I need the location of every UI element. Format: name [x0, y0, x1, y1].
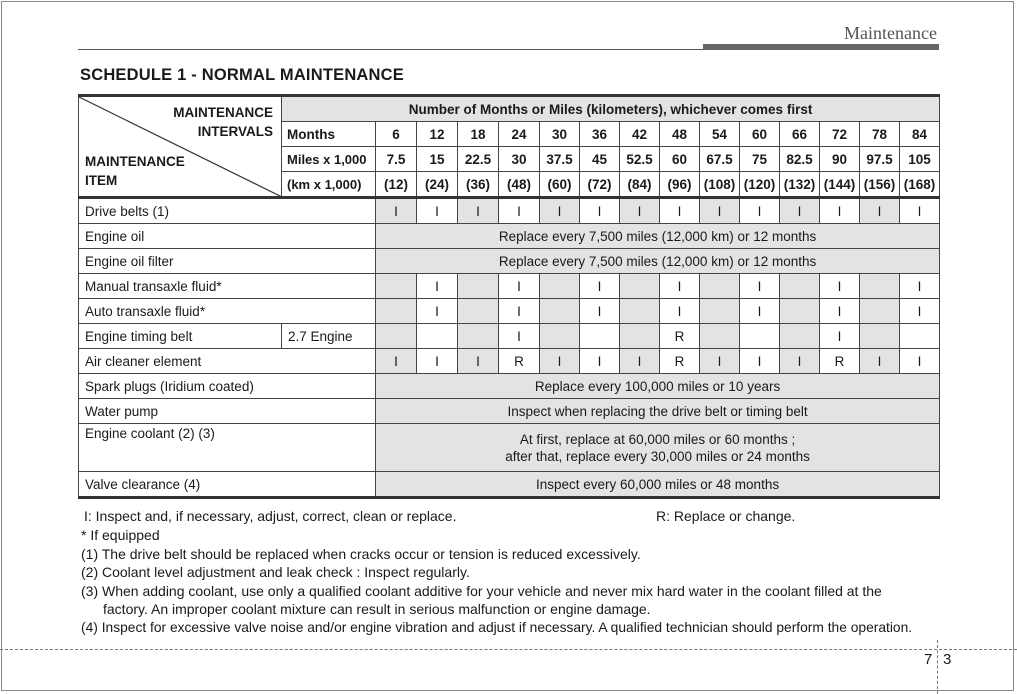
- interval-months-cell: 36: [580, 122, 620, 147]
- interval-km-cell: (12): [376, 172, 417, 198]
- interval-km-cell: (84): [620, 172, 660, 198]
- schedule-cell: I: [860, 349, 900, 374]
- schedule-cell: I: [499, 274, 540, 299]
- interval-months-cell: 48: [660, 122, 700, 147]
- schedule-span-note: [376, 224, 940, 249]
- schedule-cell: I: [900, 299, 940, 324]
- schedule-cell: R: [499, 349, 540, 374]
- schedule-span-note: [376, 249, 940, 274]
- schedule-cell: [540, 299, 580, 324]
- schedule-cell: I: [700, 349, 740, 374]
- interval-miles-cell: 90: [820, 147, 860, 172]
- schedule-cell: [860, 299, 900, 324]
- schedule-span-text: Replace every 7,500 miles (12,000 km) or 12 months: [498, 253, 817, 269]
- maintenance-item: Valve clearance (4): [79, 472, 376, 498]
- interval-miles-cell: 22.5: [458, 147, 499, 172]
- schedule-cell: I: [660, 274, 700, 299]
- schedule-cell: I: [580, 299, 620, 324]
- schedule-span-text: At first, replace at 60,000 miles or 60 months ;: [519, 431, 796, 447]
- row-label-km: (km x 1,000): [282, 172, 376, 198]
- schedule-cell: I: [900, 274, 940, 299]
- interval-months-cell: 72: [820, 122, 860, 147]
- maintenance-item: Engine timing belt: [79, 324, 282, 349]
- schedule-span-note: [376, 424, 940, 472]
- schedule-cell: [780, 274, 820, 299]
- maintenance-item: Spark plugs (Iridium coated): [79, 374, 376, 399]
- intervals-label: [173, 103, 273, 141]
- table-row: [79, 424, 940, 472]
- schedule-cell: I: [499, 299, 540, 324]
- schedule-cell: R: [660, 349, 700, 374]
- page-number-divider: [937, 640, 938, 694]
- schedule-span-text: Inspect every 60,000 miles or 48 months: [535, 476, 780, 492]
- schedule-cell: [376, 324, 417, 349]
- table-row: [79, 224, 940, 249]
- schedule-cell: [620, 299, 660, 324]
- schedule-cell: I: [740, 198, 780, 224]
- schedule-cell: I: [900, 349, 940, 374]
- schedule-cell: [700, 274, 740, 299]
- schedule-cell: I: [700, 198, 740, 224]
- table-row: [79, 374, 940, 399]
- interval-months-cell: 42: [620, 122, 660, 147]
- interval-miles-cell: 67.5: [700, 147, 740, 172]
- schedule-cell: I: [860, 198, 900, 224]
- table-row: [79, 399, 940, 424]
- row-label-miles: Miles x 1,000: [282, 147, 376, 172]
- table-row: [79, 299, 940, 324]
- span-header: Number of Months or Miles (kilometers), whichever comes first: [282, 96, 940, 122]
- maintenance-item: Manual transaxle fluid*: [79, 274, 376, 299]
- schedule-title: SCHEDULE 1 - NORMAL MAINTENANCE: [80, 66, 404, 84]
- interval-months-cell: 6: [376, 122, 417, 147]
- footer-divider: [0, 649, 1017, 650]
- note-1: (1) The drive belt should be replaced when cracks occur or tension is reduced excessively.: [81, 545, 641, 562]
- schedule-cell: [376, 274, 417, 299]
- interval-months-cell: 12: [417, 122, 458, 147]
- schedule-cell: [900, 324, 940, 349]
- schedule-cell: [700, 324, 740, 349]
- maintenance-item: Engine oil filter: [79, 249, 376, 274]
- intervals-label-line1: MAINTENANCE: [173, 105, 273, 120]
- interval-miles-cell: 7.5: [376, 147, 417, 172]
- schedule-cell: [780, 324, 820, 349]
- schedule-cell: [860, 324, 900, 349]
- maintenance-item: Auto transaxle fluid*: [79, 299, 376, 324]
- schedule-cell: [540, 274, 580, 299]
- interval-miles-cell: 15: [417, 147, 458, 172]
- intervals-label-line2: INTERVALS: [197, 124, 273, 139]
- note-3-continued: factory. An improper coolant mixture can result in serious malfunction or engine damage.: [103, 601, 651, 617]
- schedule-span-text: Replace every 100,000 miles or 10 years: [534, 378, 781, 394]
- maintenance-item: Air cleaner element: [79, 349, 376, 374]
- table-row: [79, 249, 940, 274]
- schedule-span-text: Inspect when replacing the drive belt or timing belt: [507, 403, 808, 419]
- maintenance-item: Drive belts (1): [79, 198, 376, 224]
- schedule-cell: I: [540, 198, 580, 224]
- interval-miles-cell: 60: [660, 147, 700, 172]
- schedule-cell: I: [900, 198, 940, 224]
- legend-replace: R: Replace or change.: [656, 508, 796, 524]
- schedule-cell: I: [499, 324, 540, 349]
- schedule-cell: I: [660, 198, 700, 224]
- note-3: (3) When adding coolant, use only a qualified coolant additive for your vehicle and never mix hard water in the coolant filled at the: [81, 582, 882, 599]
- schedule-cell: I: [740, 274, 780, 299]
- interval-km-cell: (108): [700, 172, 740, 198]
- schedule-cell: I: [417, 274, 458, 299]
- schedule-span-text: Replace every 7,500 miles (12,000 km) or 12 months: [498, 228, 817, 244]
- row-label-months: Months: [282, 122, 376, 147]
- note-4: (4) Inspect for excessive valve noise and/or engine vibration and adjust if necessary. A qualified technician should perform the operation.: [81, 619, 913, 635]
- schedule-cell: [700, 299, 740, 324]
- schedule-cell: [620, 274, 660, 299]
- table-row: [79, 349, 940, 374]
- schedule-cell: I: [580, 198, 620, 224]
- schedule-cell: I: [620, 349, 660, 374]
- schedule-cell: I: [820, 324, 860, 349]
- schedule-cell: [458, 324, 499, 349]
- interval-miles-cell: 75: [740, 147, 780, 172]
- item-label-line1: MAINTENANCE: [85, 154, 185, 169]
- interval-km-cell: (48): [499, 172, 540, 198]
- schedule-cell: I: [740, 299, 780, 324]
- header-corner-cell: [79, 96, 282, 198]
- schedule-cell: [740, 324, 780, 349]
- table-row: [79, 324, 940, 349]
- interval-months-cell: 66: [780, 122, 820, 147]
- interval-miles-cell: 37.5: [540, 147, 580, 172]
- interval-km-cell: (144): [820, 172, 860, 198]
- maintenance-item: Water pump: [79, 399, 376, 424]
- maintenance-item-variant: 2.7 Engine: [282, 324, 376, 349]
- page-number: 3: [943, 651, 952, 668]
- item-label-line2: ITEM: [85, 173, 118, 188]
- item-label: [85, 152, 185, 190]
- schedule-cell: I: [376, 349, 417, 374]
- interval-km-cell: (120): [740, 172, 780, 198]
- schedule-cell: I: [417, 198, 458, 224]
- schedule-span-note: [376, 374, 940, 399]
- schedule-cell: R: [820, 349, 860, 374]
- interval-months-cell: 78: [860, 122, 900, 147]
- chapter-number: 7: [924, 651, 933, 668]
- interval-km-cell: (72): [580, 172, 620, 198]
- maintenance-schedule-table: [78, 94, 940, 499]
- interval-months-cell: 60: [740, 122, 780, 147]
- interval-miles-cell: 82.5: [780, 147, 820, 172]
- schedule-cell: R: [660, 324, 700, 349]
- schedule-cell: I: [458, 198, 499, 224]
- header-accent-bar: [703, 44, 939, 50]
- interval-months-cell: 30: [540, 122, 580, 147]
- table-row: [79, 274, 940, 299]
- table-row: [79, 198, 940, 224]
- schedule-cell: [376, 299, 417, 324]
- interval-miles-cell: 52.5: [620, 147, 660, 172]
- interval-months-cell: 18: [458, 122, 499, 147]
- note-if-equipped: * If equipped: [81, 527, 160, 543]
- schedule-span-note: [376, 399, 940, 424]
- interval-km-cell: (24): [417, 172, 458, 198]
- legend-inspect: I: Inspect and, if necessary, adjust, correct, clean or replace.: [84, 508, 457, 524]
- schedule-cell: I: [540, 349, 580, 374]
- interval-km-cell: (96): [660, 172, 700, 198]
- schedule-cell: [580, 324, 620, 349]
- interval-km-cell: (36): [458, 172, 499, 198]
- schedule-cell: I: [376, 198, 417, 224]
- interval-miles-cell: 30: [499, 147, 540, 172]
- schedule-cell: I: [417, 349, 458, 374]
- interval-months-cell: 84: [900, 122, 940, 147]
- interval-km-cell: (132): [780, 172, 820, 198]
- schedule-cell: I: [780, 349, 820, 374]
- interval-miles-cell: 105: [900, 147, 940, 172]
- interval-km-cell: (60): [540, 172, 580, 198]
- schedule-cell: I: [458, 349, 499, 374]
- notes-block: [81, 526, 941, 637]
- note-2: (2) Coolant level adjustment and leak check : Inspect regularly.: [81, 564, 470, 580]
- schedule-cell: [780, 299, 820, 324]
- header-rule: [78, 49, 703, 50]
- section-title: Maintenance: [844, 23, 937, 43]
- interval-km-cell: (156): [860, 172, 900, 198]
- schedule-cell: I: [417, 299, 458, 324]
- schedule-cell: I: [740, 349, 780, 374]
- schedule-cell: [860, 274, 900, 299]
- interval-months-cell: 54: [700, 122, 740, 147]
- schedule-span-note: [376, 472, 940, 498]
- schedule-cell: I: [580, 349, 620, 374]
- schedule-cell: [540, 324, 580, 349]
- schedule-cell: I: [820, 274, 860, 299]
- schedule-cell: I: [499, 198, 540, 224]
- schedule-cell: I: [660, 299, 700, 324]
- interval-months-cell: 24: [499, 122, 540, 147]
- maintenance-item: Engine coolant (2) (3): [79, 424, 376, 472]
- schedule-cell: [458, 274, 499, 299]
- schedule-cell: I: [580, 274, 620, 299]
- maintenance-item: Engine oil: [79, 224, 376, 249]
- interval-miles-cell: 45: [580, 147, 620, 172]
- schedule-cell: I: [780, 198, 820, 224]
- schedule-cell: I: [620, 198, 660, 224]
- schedule-cell: [620, 324, 660, 349]
- schedule-span-text-line2: after that, replace every 30,000 miles or 24 months: [505, 448, 810, 464]
- schedule-cell: I: [820, 299, 860, 324]
- schedule-cell: I: [820, 198, 860, 224]
- schedule-cell: [417, 324, 458, 349]
- interval-miles-cell: 97.5: [860, 147, 900, 172]
- schedule-cell: [458, 299, 499, 324]
- table-row: [79, 472, 940, 498]
- interval-km-cell: (168): [900, 172, 940, 198]
